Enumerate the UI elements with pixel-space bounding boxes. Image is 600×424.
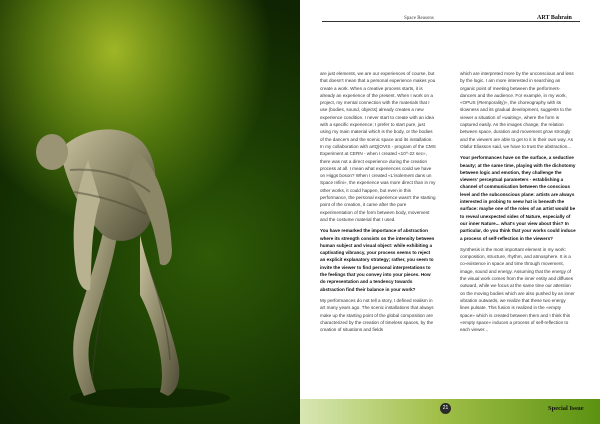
answer-paragraph: which are interpreted more by the unconscious and less by the logic. I am more interested in searching an organic point of meeting between the performers-dancers and the audience. For example, in my work, «OPUS (#temporality)», the choreography with its slowness and its gradual development, suggests to the viewer a situation of «waiting», where the form is captured easily. As the images change, the relation between space, duration and movement grow strongly and the viewers are able to get to it in their own way. As Olafur Eliasson said, we have to trust the abstraction...: [460, 71, 574, 149]
answer-paragraph: are just elements, we are our experiences of course, but that doesn't mean that a personal experience makes you create a work. When a creative process starts, it is already an experience of the present. When I work on a project, my mental connection with the materials that I use (bodies, sound, objects) already creates a new experience condition. I never start to create with an idea with a specific experience; I prefer to start pure, just using my main material which is the body, or the bodies of the dancers and the scenic space and its installation. In my collaboration with artQ|OVIS - program of the CMS Experiment at CERN - when I created «10^-22 sec», there was not a direct experience during the creation process at all. I mean what experiences could we have on Higgs boson? When I created «L'isolement dans un Space Infini», the experience was more direct than in my other works, it could happen, but even in this performance, the personal experience wasn't the starting point of the creation, it came after the pure experimentation of the form between body, movement and the costume material that I used.: [320, 71, 436, 222]
answer-paragraph: Synthesis is the most important element in my work: composition, structure, rhythm, and atmosphere. It is a co-existence in space and time through movement, image, sound and energy. Assuming that the energy of the visual work comes from the inner entity and diffuses outward, while we focus at the same time our attention on the moving bodies which are also pushed by an inner vibration outwards, we realize that these two energy lines pulsate. This fusion is realized in the «empty space» which is created between them and I think this «empty space» induces a process of self-reflection to each viewer...: [460, 246, 575, 333]
interview-question: You have remarked the importance of abstraction where its strength consists on the intensity between human subject and visual object: while exhibiting a captivating vibrancy, your process seems to reject an explicit explanatory strategy; rather, you seem to invite the viewer to find personal interpretations to the feelings that you convey into your pieces. How do representation and a tendency towards abstraction find their balance in your work?: [320, 228, 435, 292]
page-number: 21: [440, 403, 451, 414]
article-column-right: [460, 70, 576, 337]
running-header-title: Space Reasons: [404, 16, 434, 21]
header-rule: [322, 21, 580, 22]
answer-paragraph: My performances do not tell a story, I defined realism in art many years ago. The scenic installations that always make up the starting point of the global composition are characterized by the creation of timeless spaces, by the creation of situations and fields: [320, 297, 434, 333]
issue-label: Special Issue: [548, 405, 584, 412]
interview-question: Your performances have on the surface, a seductive beauty; at the same time, playing with the dichotomy between logic and emotion, they challenge the viewers' perceptual parameters - establishing a channel of communication between the conscious level and the subconscious plane: artists are always interested in probing to seew hat is beneath the surface: maybe one of the roles of an artist would be to reveal unexpected sides of Nature, especially of our inner Nature... what's your view about this? In particular, do you think that your works could induce a process of self-reflection in the viewers?: [460, 155, 576, 241]
magazine-name: ART Bahrain: [537, 15, 572, 21]
article-page: [300, 0, 600, 424]
article-column-left: [320, 70, 436, 337]
